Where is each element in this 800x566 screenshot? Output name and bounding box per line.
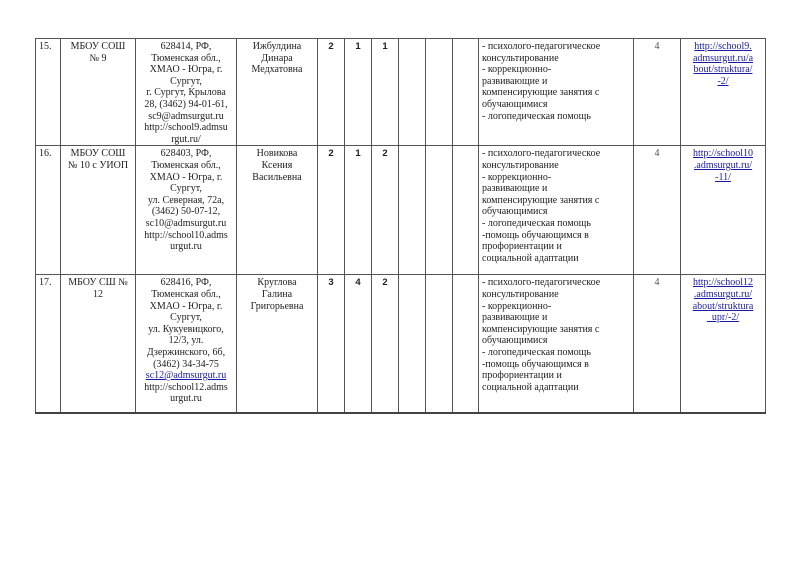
grade-cell: 4 xyxy=(634,275,681,414)
director-line: Новикова xyxy=(256,148,298,160)
count-cell-n5 xyxy=(426,39,453,146)
address-line: 28, (3462) 94-01-61, xyxy=(144,98,228,110)
link-line[interactable]: http://school10 xyxy=(693,148,753,160)
address-line: urgut.ru xyxy=(170,393,202,405)
address-cell xyxy=(136,146,237,275)
link-line[interactable]: -2/ xyxy=(717,75,729,87)
address-line: 628403, РФ, xyxy=(160,148,212,160)
link-line[interactable]: -11/ xyxy=(715,171,731,183)
services-line: - логопедическая помощь xyxy=(482,346,591,358)
school-name-cell xyxy=(61,275,136,414)
address-line: Дзержинского, 6б, xyxy=(146,346,226,358)
address-line: ХМАО - Югра, г. xyxy=(149,171,223,183)
services-line: профориентации и xyxy=(482,241,562,253)
services-cell xyxy=(479,275,634,414)
grade-cell: 4 xyxy=(634,146,681,275)
address-line: (3462) 34-34-75 xyxy=(153,358,219,370)
services-line: - коррекционно- xyxy=(482,300,552,312)
address-line: 12/3, ул. xyxy=(168,335,204,347)
school-name-cell xyxy=(61,146,136,275)
services-line: обучающимися xyxy=(482,206,548,218)
address-line: ул. Северная, 72а, xyxy=(147,194,225,206)
address-line: 628416, РФ, xyxy=(160,277,212,289)
services-line: консультирование xyxy=(482,288,559,300)
count-cell-n2: 4 xyxy=(345,275,372,414)
count-cell-n5 xyxy=(426,146,453,275)
services-line: социальной адаптации xyxy=(482,252,579,264)
director-line: Круглова xyxy=(257,277,297,289)
school-line: МБОУ СШ № xyxy=(68,277,128,289)
address-line: Сургут, xyxy=(170,312,202,324)
link-line[interactable]: http://school12 xyxy=(693,277,753,289)
services-cell xyxy=(479,146,634,275)
services-line: -помощь обучающимся в xyxy=(482,358,589,370)
services-line: - логопедическая помощь xyxy=(482,110,591,122)
services-line: консультирование xyxy=(482,52,559,64)
address-line: http://school9.admsu xyxy=(144,122,228,134)
school-line: № 10 с УИОП xyxy=(67,159,129,171)
website-link-cell[interactable] xyxy=(681,275,766,414)
services-line: компенсирующие занятия с xyxy=(482,323,600,335)
link-line[interactable]: _upr/-2/ xyxy=(706,312,740,324)
address-line: г. Сургут, Крылова xyxy=(146,87,226,99)
director-cell xyxy=(237,275,318,414)
address-line: Тюменская обл., xyxy=(151,288,221,300)
services-line: компенсирующие занятия с xyxy=(482,87,600,99)
link-line[interactable]: http://school9. xyxy=(694,41,752,52)
director-line: Медхатовна xyxy=(251,64,303,76)
services-line: - психолого-педагогическое xyxy=(482,277,601,289)
count-cell-n1: 3 xyxy=(318,275,345,414)
schools-table xyxy=(35,38,766,414)
school-line: МБОУ СОШ xyxy=(70,148,126,160)
count-cell-n4 xyxy=(399,39,426,146)
link-line[interactable]: sc12@admsurgut.ru xyxy=(145,370,227,382)
services-line: - психолого-педагогическое xyxy=(482,41,601,52)
services-line: социальной адаптации xyxy=(482,381,579,393)
address-line: rgut.ru/ xyxy=(171,133,201,145)
services-line: развивающие и xyxy=(482,75,548,87)
school-name-cell xyxy=(61,39,136,146)
link-line[interactable]: .admsurgut.ru/ xyxy=(693,159,753,171)
address-line: Сургут, xyxy=(170,183,202,195)
address-line: (3462) 50-07-12, xyxy=(151,206,221,218)
row-number: 17. xyxy=(36,275,61,414)
count-cell-n4 xyxy=(399,275,426,414)
count-cell-n3: 1 xyxy=(372,39,399,146)
services-line: профориентации и xyxy=(482,370,562,382)
address-line: Сургут, xyxy=(170,75,202,87)
school-line: МБОУ СОШ xyxy=(70,41,126,52)
director-line: Васильевна xyxy=(252,171,302,183)
count-cell-n6 xyxy=(453,275,479,414)
address-line: http://school10.adms xyxy=(144,229,228,241)
count-cell-n3: 2 xyxy=(372,275,399,414)
link-line[interactable]: bout/struktura/ xyxy=(693,64,753,76)
services-line: - психолого-педагогическое xyxy=(482,148,601,160)
services-line: - логопедическая помощь xyxy=(482,217,591,229)
website-link-cell[interactable] xyxy=(681,146,766,275)
services-line: развивающие и xyxy=(482,183,548,195)
services-line: - коррекционно- xyxy=(482,64,552,76)
link-line[interactable]: about/struktura xyxy=(692,300,754,312)
director-line: Галина xyxy=(261,288,293,300)
count-cell-n1: 2 xyxy=(318,146,345,275)
services-line: консультирование xyxy=(482,159,559,171)
grade-cell: 4 xyxy=(634,39,681,146)
services-line: обучающимися xyxy=(482,335,548,347)
count-cell-n6 xyxy=(453,39,479,146)
address-line: sc10@admsurgut.ru xyxy=(145,217,227,229)
count-cell-n2: 1 xyxy=(345,146,372,275)
count-cell-n5 xyxy=(426,275,453,414)
director-line: Динара xyxy=(261,52,293,64)
address-line: ХМАО - Югра, г. xyxy=(149,64,223,76)
address-cell xyxy=(136,275,237,414)
address-line: http://school12.adms xyxy=(144,381,228,393)
address-line: ул. Кукуевицкого, xyxy=(148,323,224,335)
school-line: 12 xyxy=(93,288,103,300)
count-cell-n2: 1 xyxy=(345,39,372,146)
address-line: 628414, РФ, xyxy=(160,41,212,52)
row-number: 15. xyxy=(36,39,61,146)
link-line[interactable]: admsurgut.ru/a xyxy=(692,52,754,64)
services-line: компенсирующие занятия с xyxy=(482,194,600,206)
director-line: Ижбулдина xyxy=(252,41,302,52)
count-cell-n4 xyxy=(399,146,426,275)
website-link-cell[interactable] xyxy=(681,39,766,146)
director-cell xyxy=(237,146,318,275)
address-line: sc9@admsurgut.ru xyxy=(148,110,224,122)
address-line: ХМАО - Югра, г. xyxy=(149,300,223,312)
director-cell xyxy=(237,39,318,146)
services-line: - коррекционно- xyxy=(482,171,552,183)
address-line: urgut.ru xyxy=(170,241,202,253)
services-line: обучающимися xyxy=(482,98,548,110)
count-cell-n6 xyxy=(453,146,479,275)
address-line: Тюменская обл., xyxy=(151,52,221,64)
director-line: Ксения xyxy=(261,159,293,171)
director-line: Григорьевна xyxy=(250,300,304,312)
services-cell xyxy=(479,39,634,146)
link-line[interactable]: .admsurgut.ru/ xyxy=(693,288,753,300)
address-line: Тюменская обл., xyxy=(151,159,221,171)
address-cell xyxy=(136,39,237,146)
table-row xyxy=(36,146,766,275)
services-line: развивающие и xyxy=(482,312,548,324)
row-number: 16. xyxy=(36,146,61,275)
services-line: -помощь обучающимся в xyxy=(482,229,589,241)
table-row xyxy=(36,39,766,146)
table-row xyxy=(36,275,766,414)
count-cell-n3: 2 xyxy=(372,146,399,275)
school-line: № 9 xyxy=(89,52,107,64)
count-cell-n1: 2 xyxy=(318,39,345,146)
